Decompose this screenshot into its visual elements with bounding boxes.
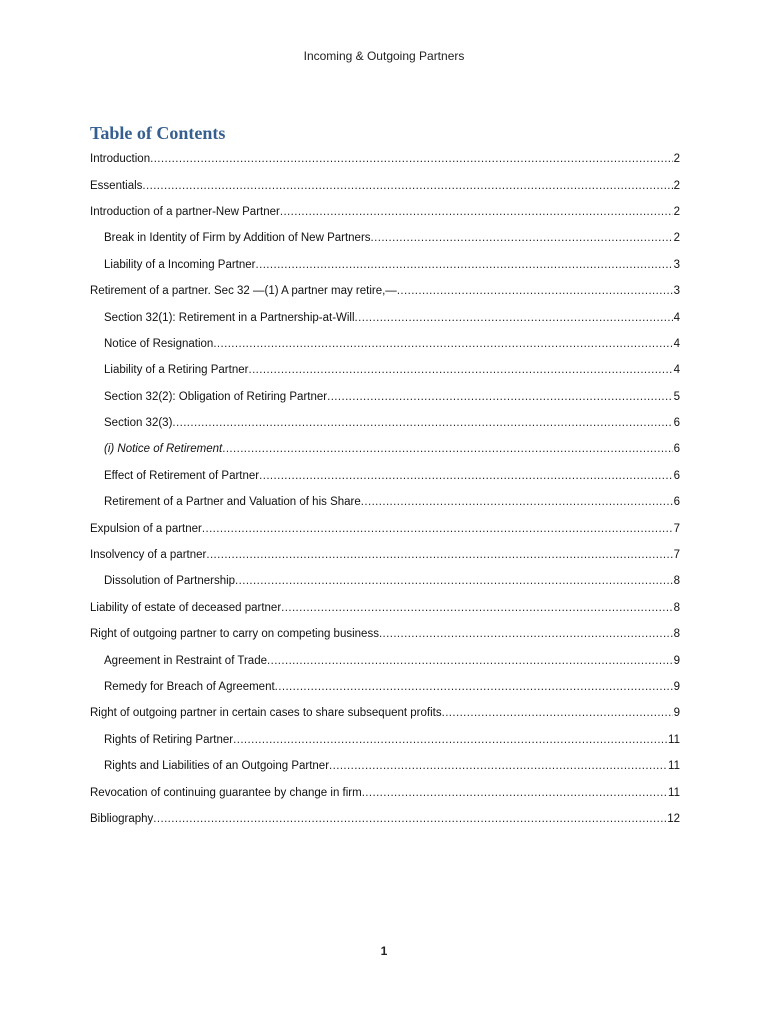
toc-entry-page-number[interactable]: 7: [673, 522, 680, 535]
toc-entry-text[interactable]: Section 32(1): Retirement in a Partnership-at-Will: [104, 311, 355, 324]
toc-entry-page-number[interactable]: 4: [673, 337, 680, 350]
dot-leader: [379, 627, 673, 641]
dot-leader: [202, 522, 673, 536]
toc-entry-page-number[interactable]: 11: [668, 786, 680, 799]
toc-entry-text[interactable]: Section 32(2): Obligation of Retiring Partner: [104, 390, 328, 403]
page-number: 1: [380, 944, 388, 958]
toc-entry-page-number[interactable]: 8: [673, 575, 680, 588]
dot-leader: [442, 706, 673, 720]
toc-entry-page-number[interactable]: 6: [673, 496, 680, 509]
dot-leader: [259, 469, 672, 483]
toc-entry-page-number[interactable]: 11: [668, 733, 680, 746]
toc-entry-text[interactable]: Dissolution of Partnership: [104, 575, 236, 588]
table-of-contents: [90, 146, 680, 832]
toc-entry[interactable]: [90, 357, 680, 383]
toc-title: Table of Contents: [90, 123, 226, 143]
toc-entry[interactable]: [90, 674, 680, 700]
toc-entry-text[interactable]: Agreement in Restraint of Trade: [104, 654, 267, 667]
toc-entry[interactable]: [90, 515, 680, 541]
toc-entry-page-number[interactable]: 6: [673, 443, 680, 456]
dot-leader: [235, 574, 673, 588]
toc-entry-page-number[interactable]: 11: [668, 760, 680, 773]
dot-leader: [172, 416, 672, 430]
toc-entry-page-number[interactable]: 8: [673, 601, 680, 614]
toc-entry-page-number[interactable]: 4: [673, 311, 680, 324]
toc-entry[interactable]: [90, 595, 680, 621]
dot-leader: [281, 601, 672, 615]
toc-entry-text[interactable]: Liability of a Incoming Partner: [104, 258, 256, 271]
toc-entry-text[interactable]: Retirement of a partner. Sec 32 —(1) A partner may retire,—: [90, 285, 397, 298]
toc-entry-text[interactable]: Rights and Liabilities of an Outgoing Partner: [104, 760, 330, 773]
dot-leader: [371, 231, 673, 245]
toc-entry[interactable]: [90, 225, 680, 251]
dot-leader: [329, 759, 667, 773]
toc-entry-page-number[interactable]: 9: [673, 707, 680, 720]
dot-leader: [362, 786, 667, 800]
dot-leader: [233, 733, 667, 747]
toc-entry-text[interactable]: Section 32(3): [104, 417, 173, 430]
toc-entry-text[interactable]: Remedy for Breach of Agreement: [104, 681, 275, 693]
dot-leader: [150, 152, 672, 166]
toc-entry[interactable]: [90, 278, 680, 304]
toc-entry[interactable]: [90, 568, 680, 594]
dot-leader: [222, 442, 672, 456]
dot-leader: [256, 258, 673, 272]
toc-entry-page-number[interactable]: 6: [673, 469, 680, 482]
toc-entry[interactable]: [90, 779, 680, 805]
dot-leader: [355, 311, 673, 325]
toc-entry[interactable]: [90, 331, 680, 357]
toc-entry-page-number[interactable]: 3: [673, 258, 680, 271]
toc-entry-page-number[interactable]: 8: [673, 628, 680, 641]
toc-entry-text[interactable]: Effect of Retirement of Partner: [104, 469, 260, 482]
dot-leader: [213, 337, 672, 351]
toc-entry[interactable]: [90, 304, 680, 330]
toc-entry[interactable]: [90, 700, 680, 726]
toc-entry[interactable]: [90, 463, 680, 489]
toc-entry-page-number[interactable]: 2: [673, 205, 680, 218]
dot-leader: [397, 284, 673, 298]
dot-leader: [142, 179, 672, 193]
toc-entry[interactable]: [90, 753, 680, 779]
toc-entry[interactable]: [90, 199, 680, 225]
toc-entry[interactable]: [90, 542, 680, 568]
toc-entry-page-number[interactable]: 7: [673, 549, 680, 562]
toc-entry-text[interactable]: Right of outgoing partner to carry on competing business: [90, 628, 379, 641]
toc-entry-text[interactable]: Notice of Resignation: [104, 337, 214, 350]
toc-entry-text[interactable]: Introduction: [90, 153, 151, 166]
toc-entry-text[interactable]: Liability of estate of deceased partner: [90, 601, 282, 614]
toc-entry-text[interactable]: (i) Notice of Retirement: [104, 443, 223, 456]
toc-entry[interactable]: [90, 172, 680, 198]
toc-entry[interactable]: [90, 410, 680, 436]
toc-entry[interactable]: [90, 146, 680, 172]
toc-entry[interactable]: [90, 727, 680, 753]
dot-leader: [275, 680, 673, 694]
toc-entry[interactable]: [90, 621, 680, 647]
toc-entry-page-number[interactable]: 9: [673, 654, 680, 667]
toc-entry-text[interactable]: Retirement of a Partner and Valuation of his Share: [104, 496, 361, 509]
toc-entry-page-number[interactable]: 2: [673, 179, 680, 192]
toc-entry-text[interactable]: Expulsion of a partner: [90, 522, 202, 535]
dot-leader: [327, 390, 673, 404]
toc-entry-page-number[interactable]: 12: [667, 812, 680, 825]
toc-entry-page-number[interactable]: 4: [673, 364, 680, 377]
toc-entry-text[interactable]: Introduction of a partner-New Partner: [90, 205, 280, 218]
toc-entry-page-number[interactable]: 6: [673, 417, 680, 430]
toc-entry-text[interactable]: Liability of a Retiring Partner: [104, 364, 249, 377]
toc-entry[interactable]: [90, 489, 680, 515]
toc-entry-text[interactable]: Bibliography: [90, 812, 154, 825]
toc-entry-page-number[interactable]: 3: [673, 285, 680, 298]
toc-entry-page-number[interactable]: 2: [673, 153, 680, 166]
dot-leader: [361, 495, 673, 509]
toc-entry-text[interactable]: Rights of Retiring Partner: [104, 733, 234, 746]
toc-entry-page-number[interactable]: 9: [673, 681, 680, 693]
toc-entry-page-number[interactable]: 5: [673, 390, 680, 403]
dot-leader: [206, 548, 672, 562]
toc-entry[interactable]: [90, 806, 680, 832]
dot-leader: [248, 363, 672, 377]
toc-entry-text[interactable]: Break in Identity of Firm by Addition of New Partners: [104, 232, 371, 245]
toc-entry[interactable]: [90, 384, 680, 410]
dot-leader: [153, 812, 666, 826]
toc-entry-text[interactable]: Revocation of continuing guarantee by change in firm: [90, 786, 362, 799]
toc-entry[interactable]: [90, 252, 680, 278]
toc-entry-text[interactable]: Essentials: [90, 179, 143, 192]
toc-entry-text[interactable]: Insolvency of a partner: [90, 549, 207, 562]
toc-entry[interactable]: [90, 436, 680, 462]
toc-entry-page-number[interactable]: 2: [673, 232, 680, 245]
dot-leader: [280, 205, 673, 219]
toc-entry-text[interactable]: Right of outgoing partner in certain cases to share subsequent profits: [90, 707, 442, 720]
toc-entry[interactable]: [90, 647, 680, 673]
running-header: Incoming & Outgoing Partners: [303, 49, 465, 63]
dot-leader: [267, 654, 673, 668]
